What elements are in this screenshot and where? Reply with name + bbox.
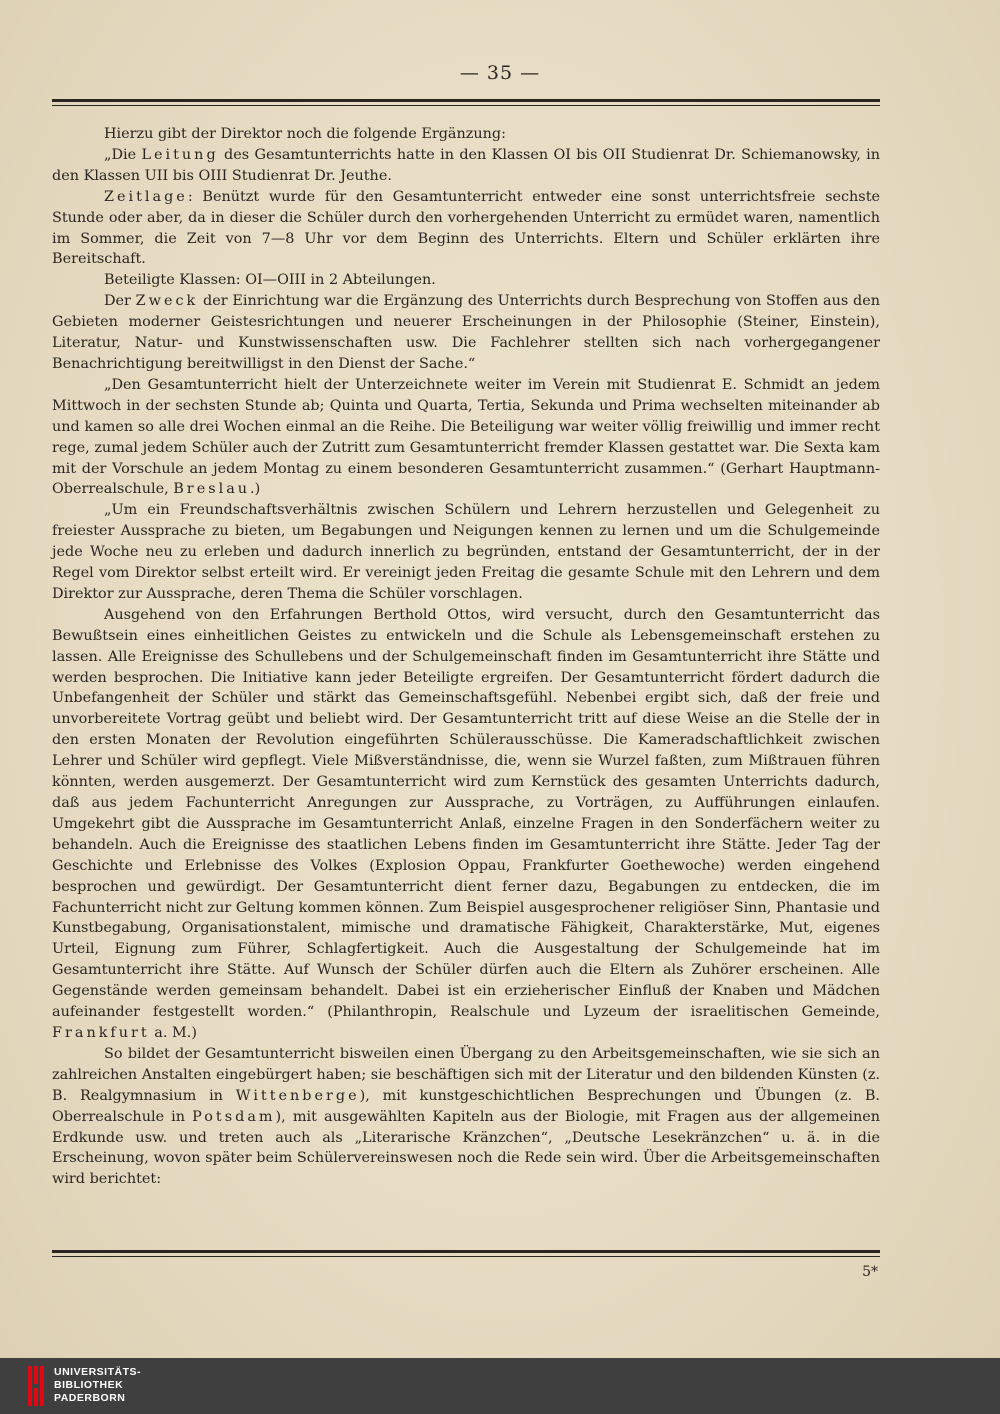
top-rule-thick xyxy=(52,99,880,102)
bottom-rule-thick xyxy=(52,1250,880,1253)
paragraph-8: Ausgehend von den Erfahrungen Berthold Ottos, wird versucht, durch den Gesamtunterricht das Bewußtsein eines einheitlichen Geistes zu entwickeln und die Schule als Lebensgemeinschaft erstehen zu lassen. Alle Ereignisse des Schullebens und der Schulgemeinschaft finden im Gesamtunterricht ihre Stätte und werden besprochen. Die Initiative kann jeder Beteiligte ergreifen. Der Gesamtunterricht fördert dadurch die Unbefangenheit der Schüler und stärkt das Gemeinschaftsgefühl. Nebenbei ergibt sich, daß der freie und unvorbereitete Vortrag geübt und beliebt wird. Der Gesamtunterricht tritt auf diese Weise an die Stelle der in den ersten Monaten der Revolution eingeführten Schülerausschüsse. Die Kameradschaftlichkeit zwischen Lehrer und Schüler wird gepflegt. Viele Mißverständnisse, die, wenn sie Wurzel faßten, zum Mißtrauen führen könnten, werden ausgemerzt. Der Gesamtunterricht wird zum Kernstück des gesamten Unterrichts dadurch, daß aus jedem Fachunterricht Anregungen zur Aussprache, zu Vorträgen, zu Aufführungen einlaufen. Umgekehrt gibt die Aussprache im Gesamtunterricht Anlaß, einzelne Fragen in den Sonderfächern weiter zu behandeln. Auch die Ereignisse des staatlichen Lebens finden im Gesamtunterricht ihre Stätte. Jeder Tag der Geschichte und Erlebnisse des Volkes (Explosion Oppau, Frankfurter Goethewoche) werden eingehend besprochen und gewürdigt. Der Gesamtunterricht dient ferner dazu, Begabungen zu entdecken, die im Fachunterricht nicht zur Geltung kommen können. Zum Beispiel ausgesprochener religiöser Sinn, Phantasie und Kunstbegabung, Organisationstalent, mimische und dramatische Fähigkeit, Charakterstärke, Mut, eigenes Urteil, Eignung zum Führer, Schlagfertigkeit. Auch die Ausgestaltung der Schulgemeinde hat im Gesamtunterricht ihre Stätte. Auf Wunsch der Schüler dürfen auch die Eltern als Zuhörer erscheinen. Alle Gegenstände werden gemeinsam behandelt. Dabei ist ein erzieherischer Einfluß der Knaben und Mädchen aufeinander festgestellt worden.“ (Philanthropin, Realschule und Lyzeum der israelitischen Gemeinde, Frankfurt a. M.) xyxy=(52,606,880,1041)
library-logo-icon xyxy=(28,1366,44,1406)
page-body xyxy=(52,124,880,1190)
spaced-word: Frankfurt xyxy=(52,1024,150,1041)
library-name: UNIVERSITÄTS- BIBLIOTHEK PADERBORN xyxy=(54,1366,142,1404)
paragraph-1: Hierzu gibt der Direktor noch die folgende Ergänzung: xyxy=(104,126,506,142)
top-rule-thin xyxy=(52,105,880,106)
paragraph-7: „Um ein Freundschaftsverhältnis zwischen Schülern und Lehrern herzustellen und Gelegenheit zu freiester Aussprache zu bieten, um Begabungen und Neigungen kennen zu lernen und um die Schulgemeinde jede Woche neu zu erleben und dadurch innerlich zu begründen, entstand der Gesamtunterricht, der in der Regel vom Direktor selbst erteilt wird. Er vereinigt jeden Freitag die gesamte Schule mit den Lehrern und dem Direktor zur Aussprache, deren Thema die Schüler vorschlagen. xyxy=(52,502,880,602)
sheet-signature: 5* xyxy=(862,1264,878,1280)
library-footer-bar xyxy=(0,1358,1000,1414)
paragraph-4: Beteiligte Klassen: OI—OIII in 2 Abteilungen. xyxy=(104,272,436,289)
spaced-word: Zweck xyxy=(135,293,199,310)
paragraph-5: Der Zweck der Einrichtung war die Ergänzung des Unterrichts durch Besprechung von Stoffen aus den Gebieten moderner Geistesrichtungen und neuerer Erscheinungen in der Philosophie (Steiner, Einstein), Literatur, Natur- und Kunstwissenschaften usw. Die Fachlehrer stellten sich nach vorhergegangener Benachrichtigung bereitwilligst in den Dienst der Sache.“ xyxy=(52,293,880,372)
paragraph-9: So bildet der Gesamtunterricht bisweilen einen Übergang zu den Arbeitsgemeinschaften, wie sie sich an zahlreichen Anstalten eingebürgert haben; sie beschäftigen sich mit der Literatur und den bildenden Künsten (z. B. Realgymnasium in Wittenberge), mit kunstgeschichtlichen Besprechungen und Übungen (z. B. Oberrealschule in Potsdam), mit ausgewählten Kapiteln aus der Biologie, mit Fragen aus der allgemeinen Erdkunde usw. und treten auch als „Literarische Kränzchen“, „Deutsche Lesekränzchen“ u. ä. in die Erscheinung, wovon später beim Schülervereinswesen noch die Rede sein wird. Über die Arbeitsgemeinschaften wird berichtet: xyxy=(52,1045,881,1188)
spaced-word: Leitung xyxy=(141,146,219,163)
bottom-rule-thin xyxy=(52,1256,880,1257)
spaced-word: Breslau xyxy=(173,481,251,498)
spaced-word: Wittenberge xyxy=(235,1087,360,1104)
paragraph-2: „Die Leitung des Gesamtunterrichts hatte in den Klassen OI bis OII Studienrat Dr. Schiemanowsky, in den Klassen UII bis OIII Studienrat Dr. Jeuthe. xyxy=(52,146,880,184)
paragraph-3: Zeitlage: Benützt wurde für den Gesamtunterricht entweder eine sonst unterrichtsfreie sechste Stunde oder aber, da in dieser die Schüler durch den vorhergehenden Unterricht zu ermüdet waren, namentlich im Sommer, die Zeit von 7—8 Uhr vor dem Beginn des Unterrichts. Eltern und Schüler erklärten ihre Bereitschaft. xyxy=(52,188,880,268)
paragraph-6: „Den Gesamtunterricht hielt der Unterzeichnete weiter im Verein mit Studienrat E. Schmidt an jedem Mittwoch in der sechsten Stunde ab; Quinta und Quarta, Tertia, Sekunda und Prima wechselten miteinander ab und kamen so alle drei Wochen einmal an die Reihe. Die Beteiligung war weiter völlig freiwillig und immer recht rege, zumal jedem Schüler auch der Zutritt zum Gesamtunterricht fremder Klassen gestattet war. Die Sexta kam mit der Vorschule an jedem Montag zu einem besonderen Gesamtunterricht zusammen.“ (Gerhart Hauptmann-Oberrealschule, Breslau.) xyxy=(52,376,880,498)
page-number: — 35 — xyxy=(459,62,541,84)
spaced-word: Potsdam xyxy=(192,1108,276,1125)
spaced-word: Zeitlage xyxy=(104,188,188,205)
